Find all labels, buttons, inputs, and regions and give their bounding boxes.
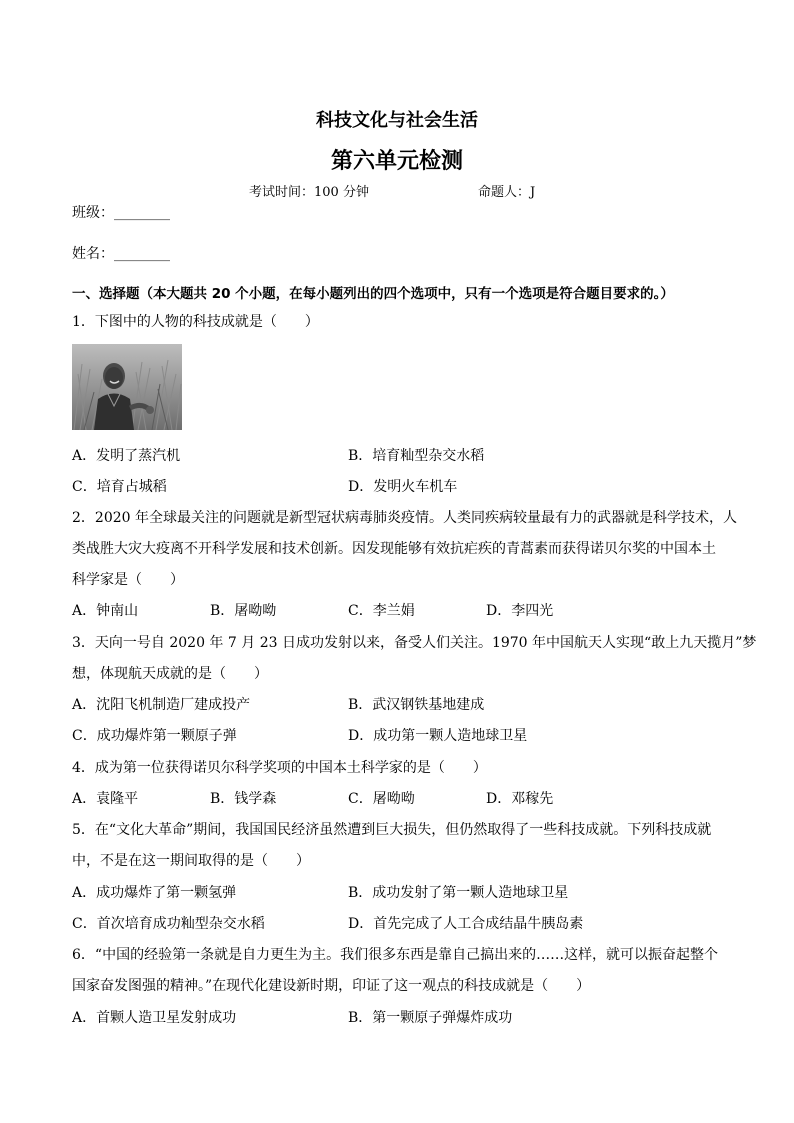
question-2-stem-line-2: 类战胜大灾大疫离不开科学发展和技术创新。因发现能够有效抗疟疾的青蒿素而获得诺贝尔奖的中国本土 [72,541,716,557]
class-field: 班级：________ [72,205,170,221]
question-3-option-a: A．沈阳飞机制造厂建成投产 [72,697,251,713]
question-6-option-b: B．第一颗原子弹爆炸成功 [348,1010,513,1026]
question-2-stem-line-3: 科学家是（ ） [72,572,184,588]
exam-subtitle: 第六单元检测 [330,149,463,174]
question-6-stem-line-2: 国家奋发图强的精神。”在现代化建设新时期，印证了这一观点的科技成就是（ ） [72,978,591,994]
question-4-option-b: B．钱学森 [210,791,277,807]
question-2-stem-line-1: 2．2020 年全球最关注的问题就是新型冠状病毒肺炎疫情。人类同疾病较量最有力的武器就是科学技术，人 [72,510,737,526]
question-4-stem: 4．成为第一位获得诺贝尔科学奖项的中国本土科学家的是（ ） [72,760,487,776]
question-5-stem-line-1: 5．在“文化大革命”期间，我国国民经济虽然遭到巨大损失，但仍然取得了一些科技成就。下列科技成就 [72,822,712,838]
question-4-option-c: C．屠呦呦 [348,791,415,807]
question-5-option-b: B．成功发射了第一颗人造地球卫星 [348,885,569,901]
question-6-stem-line-1: 6．“中国的经验第一条就是自力更生为主。我们很多东西是靠自己搞出来的……这样，就可以振奋起整个 [72,947,719,963]
question-2-option-b: B．屠呦呦 [210,603,277,619]
question-2-option-a: A．钟南山 [72,603,139,619]
question-5-stem-line-2: 中，不是在这一期间取得的是（ ） [72,853,310,869]
question-4-option-d: D．邓稼先 [486,791,554,807]
question-3-option-d: D．成功第一颗人造地球卫星 [348,728,528,744]
section-heading: 一、选择题（本大题共 20 个小题，在每小题列出的四个选项中，只有一个选项是符合题目要求的。） [72,286,674,302]
question-2-option-c: C．李兰娟 [348,603,415,619]
question-2-option-d: D．李四光 [486,603,554,619]
question-3-option-b: B．武汉钢铁基地建成 [348,697,485,713]
question-3-stem-line-2: 想，体现航天成就的是（ ） [72,666,268,682]
question-1-stem: 1．下图中的人物的科技成就是（ ） [72,314,319,330]
question-5-option-a: A．成功爆炸了第一颗氢弹 [72,885,237,901]
rice-field-photo-illustration [72,344,182,430]
question-1-option-c: C．培育占城稻 [72,479,167,495]
question-5-option-c: C．首次培育成功籼型杂交水稻 [72,916,265,932]
name-field: 姓名：________ [72,246,170,262]
question-1-option-d: D．发明火车机车 [348,479,458,495]
exam-time: 考试时间：100 分钟 [249,185,369,200]
question-1-option-b: B．培育籼型杂交水稻 [348,448,485,464]
question-5-option-d: D．首先完成了人工合成结晶牛胰岛素 [348,916,584,932]
question-4-option-a: A．袁隆平 [72,791,139,807]
question-1-option-a: A．发明了蒸汽机 [72,448,181,464]
question-6-option-a: A．首颗人造卫星发射成功 [72,1010,237,1026]
scientist-photo [72,344,182,430]
question-3-stem-line-1: 3．天向一号自 2020 年 7 月 23 日成功发射以来，备受人们关注。1970 年中国航天人实现“敢上九天揽月”梦 [72,635,757,651]
exam-title: 科技文化与社会生活 [316,110,478,131]
exam-author: 命题人：J [478,185,536,200]
question-3-option-c: C．成功爆炸第一颗原子弹 [72,728,237,744]
